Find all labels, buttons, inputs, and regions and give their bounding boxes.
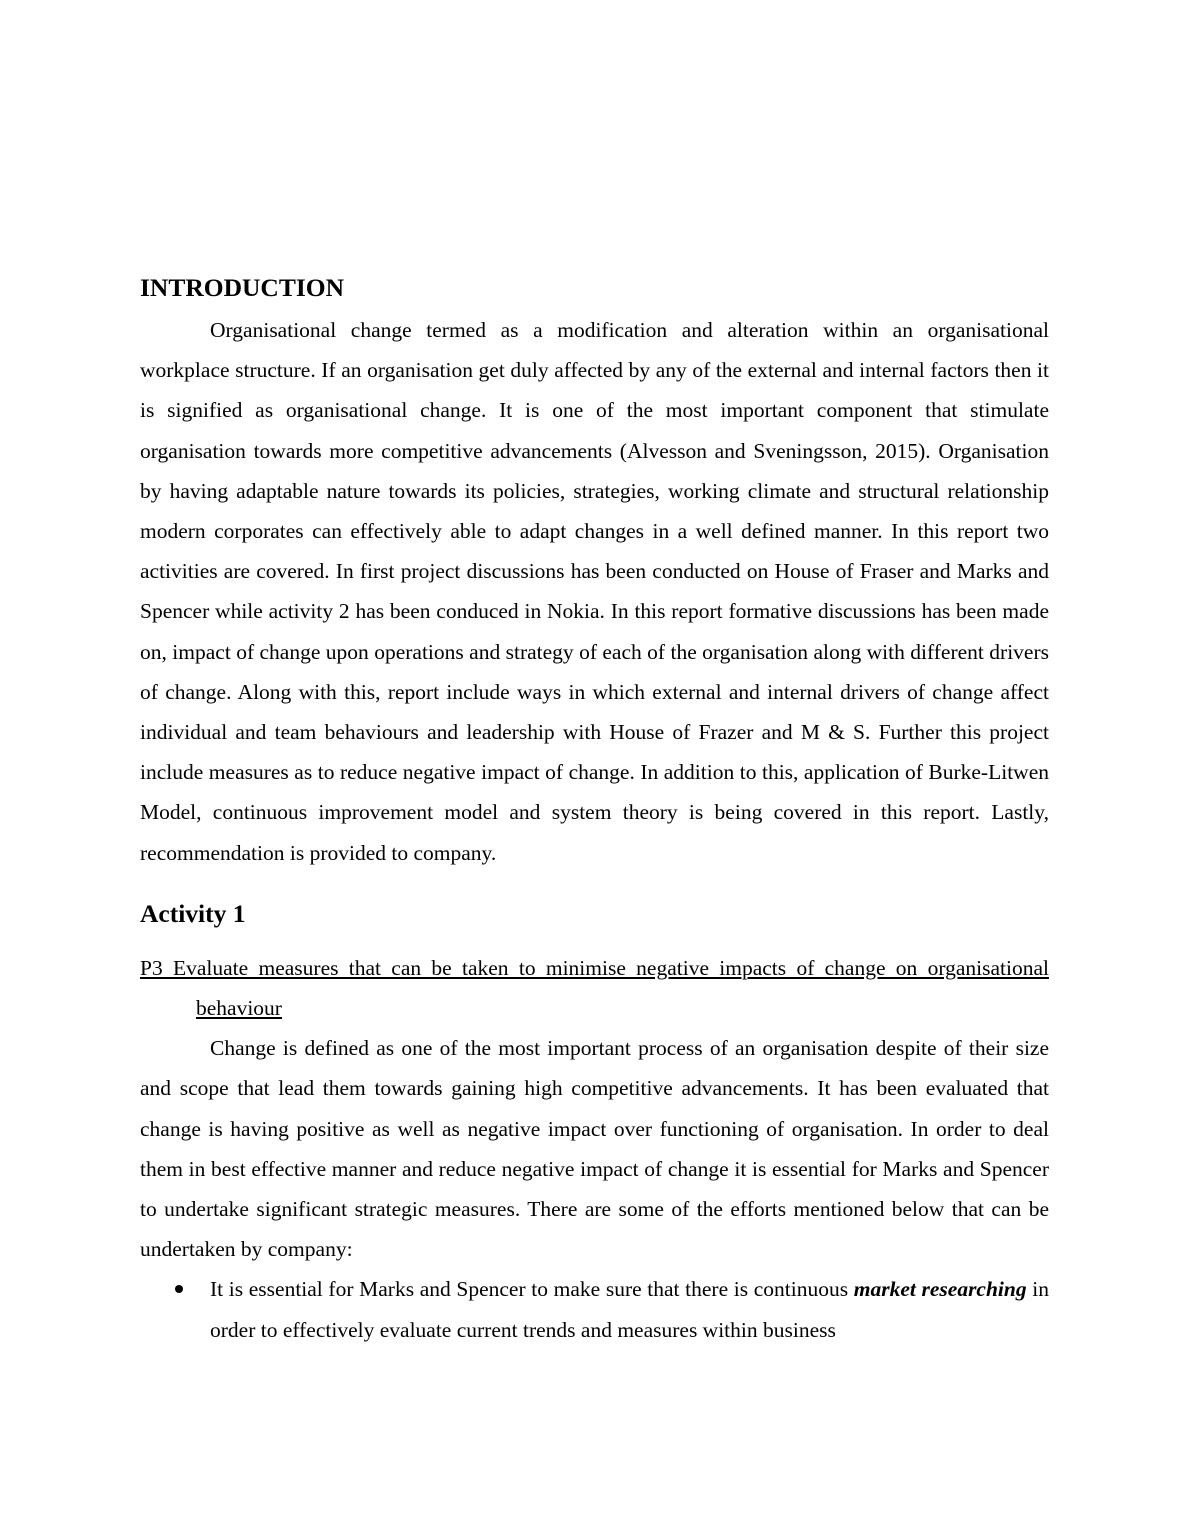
list-item: [140, 1269, 1049, 1349]
activity-1-heading: Activity 1: [140, 898, 246, 928]
introduction-heading: INTRODUCTION: [140, 273, 345, 302]
measures-list: [140, 1269, 1049, 1349]
p3-subheading: P3 Evaluate measures that can be taken to minimise negative impacts of change on organisational behaviour: [140, 955, 1049, 1021]
activity-1-paragraph: Change is defined as one of the most important process of an organisation despite of their size and scope that lead them towards gaining high competitive advancements. It has been evaluated that change is having positive as well as negative impact over functioning of organisation. In order to deal them in best effective manner and reduce negative impact of change it is essential for Marks and Spencer to undertake significant strategic measures. There are some of the efforts mentioned below that can be undertaken by company:: [140, 1036, 1049, 1262]
bullet-emphasis: market researching: [853, 1277, 1027, 1302]
bullet-text-before: It is essential for Marks and Spencer to make sure that there is continuous: [210, 1277, 854, 1302]
bullet-icon: [175, 1285, 183, 1293]
introduction-paragraph: Organisational change termed as a modification and alteration within an organisational workplace structure. If an organisation get duly affected by any of the external and internal factors then it is signified as organisational change. It is one of the most important component that stimulate organisation towards more competitive advancements (Alvesson and Sveningsson, 2015). Organisation by having adaptable nature towards its policies, strategies, working climate and structural relationship modern corporates can effectively able to adapt changes in a well defined manner. In this report two activities are covered. In first project discussions has been conducted on House of Fraser and Marks and Spencer while activity 2 has been conduced in Nokia. In this report formative discussions has been made on, impact of change upon operations and strategy of each of the organisation along with different drivers of change. Along with this, report include ways in which external and internal drivers of change affect individual and team behaviours and leadership with House of Frazer and M & S. Further this project include measures as to reduce negative impact of change. In addition to this, application of Burke-Litwen Model, continuous improvement model and system theory is being covered in this report. Lastly, recommendation is provided to company.: [140, 318, 1049, 865]
document-body: [140, 270, 1049, 1350]
bullet-text-after: in order to effectively evaluate current trends and measures within business: [210, 1277, 1049, 1342]
